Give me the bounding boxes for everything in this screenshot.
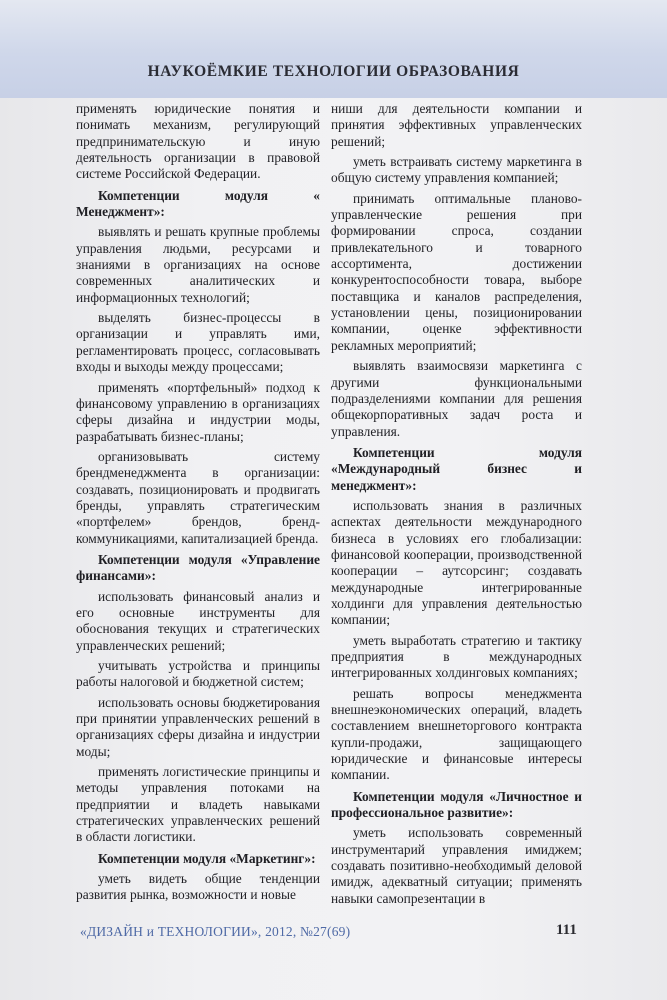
module-heading: Компетенции модуля « Менеджмент»: — [76, 187, 320, 220]
footer-journal-citation: «ДИЗАЙН и ТЕХНОЛОГИИ», 2012, №27(69) — [80, 924, 351, 939]
competency-paragraph: организовывать систему брендменеджмента в организации: создавать, позиционировать и продвигать бренды, управлять стратегическим «портфелем» брендов, бренд-коммуникациями, капитализацией бренда. — [76, 448, 320, 546]
competency-paragraph: выявлять взаимосвязи маркетинга с другими функциональными подразделениями компании для решения общекорпоративных задач роста и управления. — [331, 358, 582, 439]
header-band — [0, 0, 667, 98]
continued-paragraph: ниши для деятельности компании и принятия эффективных управленческих решений; — [331, 101, 582, 149]
page-number: 111 — [556, 922, 577, 938]
competency-paragraph: использовать финансовый анализ и его основные инструменты для обоснования текущих и стратегических управленческих решений; — [76, 588, 320, 653]
competency-paragraph: использовать основы бюджетирования при принятии управленческих решений в организациях сферы дизайна и индустрии моды; — [76, 694, 320, 759]
right-text-column — [331, 101, 582, 907]
module-heading: Компетенции модуля «Маркетинг»: — [98, 850, 316, 866]
continued-paragraph: применять юридические понятия и понимать механизм, регулирующий предпринимательскую и иную деятельность организации в правовой системе Российской Федерации. — [76, 101, 320, 182]
competency-paragraph: уметь видеть общие тенденции развития рынка, возможности и новые — [76, 871, 320, 903]
left-text-column — [76, 101, 320, 904]
competency-paragraph: принимать оптимальные планово-управленческие решения при формировании спроса, создании привлекательного и товарного ассортимента, достижении конкурентоспособности товара, выборе поставщика и каналов распределения, установлении цены, позиционировании компании, оценке эффективности рекламных мероприятий; — [331, 190, 582, 353]
competency-paragraph: выделять бизнес-процессы в организации и управлять ими, регламентировать процесс, согласовывать входы и выходы между процессами; — [76, 310, 320, 375]
competency-paragraph: применять «портфельный» подход к финансовому управлению в организациях сферы дизайна и индустрии моды, разрабатывать бизнес-планы; — [76, 379, 320, 444]
competency-paragraph: уметь выработать стратегию и тактику предприятия в международных интегрированных холдинговых компаниях; — [331, 632, 582, 681]
module-heading: Компетенции модуля «Личностное и профессиональное развитие»: — [331, 788, 582, 821]
competency-paragraph: выявлять и решать крупные проблемы управления людьми, ресурсами и знаниями в организациях на основе современных аналитических и информационных технологий; — [76, 224, 320, 305]
module-heading: Компетенции модуля «Международный бизнес и менеджмент»: — [331, 444, 582, 493]
competency-paragraph: применять логистические принципы и методы управления потоками на предприятии и владеть навыками стратегических управленческих решений в области логистики. — [76, 764, 320, 845]
module-heading: Компетенции модуля «Управление финансами»: — [76, 551, 320, 584]
competency-paragraph: решать вопросы менеджмента внешнеэкономических операций, владеть составлением внешнеторгового контракта купли-продажи, защищающего юридические и финансовые интересы компании. — [331, 685, 582, 783]
competency-paragraph: уметь встраивать систему маркетинга в общую систему управления компанией; — [331, 154, 582, 186]
competency-paragraph: использовать знания в различных аспектах деятельности международного бизнеса в условиях его глобализации: финансовой кооперации, производственной кооперации – аутсорсинг; создавать международные интегрированные холдинги для управления деятельностью компании; — [331, 497, 582, 628]
running-header-title: НАУКОЁМКИЕ ТЕХНОЛОГИИ ОБРАЗОВАНИЯ — [147, 63, 520, 80]
competency-paragraph: уметь использовать современный инструментарий управления имиджем; создавать позитивно-необходимый деловой имидж, адекватный ситуации; применять навыки самопрезентации в — [331, 825, 582, 906]
competency-paragraph: учитывать устройства и принципы работы налоговой и бюджетной систем; — [76, 658, 320, 690]
